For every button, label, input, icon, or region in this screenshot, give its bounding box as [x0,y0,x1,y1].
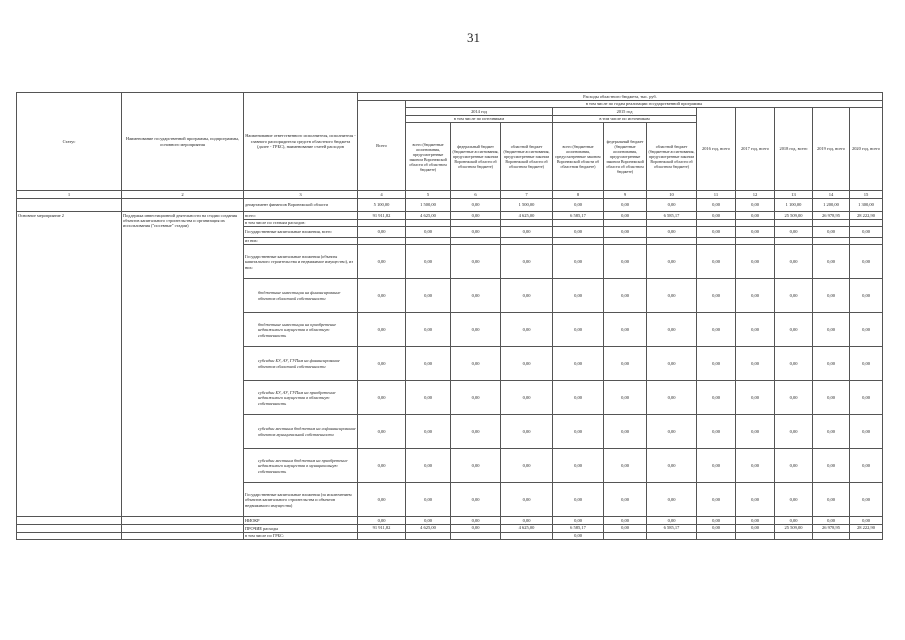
row-value: 0,00 [553,313,604,347]
row-value: 0,00 [451,483,501,517]
row-value: 1 100,00 [775,199,813,212]
row-value: 0,00 [813,517,850,525]
row-value: 0,00 [850,226,883,237]
row-value: 28 222,90 [850,212,883,220]
table-body [17,212,883,540]
row-value: 91 911,82 [358,212,406,220]
row-value: 0,00 [850,381,883,415]
row-label: Государственные капитальные вложения, всего [244,226,358,237]
row-value: 0,00 [813,279,850,313]
row-value: 6 585,17 [553,212,604,220]
row-value [406,237,451,244]
row-value: 91 911,82 [358,524,406,532]
page-number: 31 [467,30,480,45]
row-value: 0,00 [736,381,775,415]
row-value: 6 585,17 [553,524,604,532]
row-label: ПРОЧИЕ расходы [244,524,358,532]
row-value: 28 222,90 [850,524,883,532]
row-value: 4 625,00 [406,524,451,532]
row-value [775,532,813,540]
row-value [813,219,850,226]
row-value: 0,00 [501,415,553,449]
row-value: 0,00 [775,415,813,449]
column-number: 2 [122,191,244,199]
row-value: 0,00 [736,524,775,532]
column-number: 8 [553,191,604,199]
row-value: 0,00 [813,449,850,483]
row-value: 0,00 [813,381,850,415]
header-sources-2015: в том числе по источникам [553,115,697,123]
header-year-2016: 2016 год, всего [697,108,736,191]
column-number: 9 [604,191,647,199]
row-value: 0,00 [647,226,697,237]
program-cell: Поддержка инвестиционной деятельности на стадии создания объектов капитального строительства и организация их использования ("посевные" стадии) [122,212,244,517]
row-value: 0,00 [850,245,883,279]
header-src-federal-2015: федеральный бюджет (бюджетные ассигнования, предусмотренные законом Воронежской области об областном бюджете) [604,123,647,191]
row-value: 4 625,00 [406,212,451,220]
row-label: субсидии местным бюджетам на софинансирование объектов муниципальной собственности [244,415,358,449]
row-value: 0,00 [501,381,553,415]
row-value: 0,00 [406,313,451,347]
row-value: 0,00 [553,517,604,525]
row-value: 0,00 [647,449,697,483]
row-value: 0,00 [553,199,604,212]
row-value [451,219,501,226]
row-value: 0,00 [501,347,553,381]
row-value: 0,00 [775,279,813,313]
row-value: 0,00 [775,347,813,381]
row-value: 0,00 [697,279,736,313]
header-year-2018: 2018 год, всего [775,108,813,191]
row-value [697,532,736,540]
row-value: 0,00 [501,483,553,517]
row-value: 0,00 [358,279,406,313]
row-value: 0,00 [358,483,406,517]
header-expenses-title: Расходы областного бюджета, тыс. руб. [358,93,883,101]
row-value: 0,00 [697,483,736,517]
row-value: 0,00 [850,449,883,483]
row-value: 0,00 [775,313,813,347]
row-value: 0,00 [451,381,501,415]
row-value: 25 509,00 [775,524,813,532]
row-value: 0,00 [553,449,604,483]
row-value: 0,00 [553,279,604,313]
row-value: 0,00 [553,415,604,449]
row-value: 0,00 [604,313,647,347]
row-value: 1 200,00 [813,199,850,212]
row-value: 0,00 [604,212,647,220]
row-value: 0,00 [697,245,736,279]
row-value: 0,00 [553,347,604,381]
header-src-federal-2014: федеральный бюджет (бюджетные ассигнования, предусмотренные законом Воронежской области об областном бюджете) [451,123,501,191]
row-value: 0,00 [697,415,736,449]
header-src-total-2015: всего (бюджетные ассигнования, предусмотренные законом Воронежской области об областном бюджете) [553,123,604,191]
table-row [17,212,883,220]
column-number: 1 [17,191,122,199]
row-value: 0,00 [736,313,775,347]
row-value: 0,00 [850,517,883,525]
row-value: 0,00 [647,347,697,381]
row-value: 0,00 [604,415,647,449]
header-year-2020: 2020 год, всего [850,108,883,191]
row-value: 0,00 [451,313,501,347]
row-value: 0,00 [850,279,883,313]
header-src-regional-2015: областной бюджет (бюджетные ассигнования, предусмотренные законом Воронежской области об областном бюджете) [647,123,697,191]
row-value: 0,00 [553,381,604,415]
row-value: 0,00 [358,347,406,381]
row-value: 0,00 [736,199,775,212]
table-row [17,517,883,525]
table-row [17,532,883,540]
row-value [697,237,736,244]
row-value: 0,00 [501,245,553,279]
row-value [501,237,553,244]
column-number: 4 [358,191,406,199]
header-status: Статус [17,93,122,191]
row-value [604,237,647,244]
row-value: 0,00 [697,347,736,381]
row-value: 0,00 [813,226,850,237]
row-value: 0,00 [775,226,813,237]
row-value [604,219,647,226]
row-value: 0,00 [813,415,850,449]
column-number: 10 [647,191,697,199]
row-value: 0,00 [406,415,451,449]
row-value: 0,00 [736,517,775,525]
row-value [736,532,775,540]
row-value: 25 509,00 [775,212,813,220]
budget-table [16,92,883,540]
row-value: 0,00 [604,347,647,381]
row-value: 0,00 [697,212,736,220]
row-value: 0,00 [358,313,406,347]
column-number: 12 [736,191,775,199]
row-value: 0,00 [850,313,883,347]
header-total: Всего [358,100,406,191]
row-value: 0,00 [406,226,451,237]
row-value: 0,00 [697,524,736,532]
row-value: 0,00 [451,517,501,525]
header-executor: Наименование ответственного исполнителя, исполнителя - главного распорядителя средств областного бюджета (далее - ГРБС), наименование статей расходов [244,93,358,191]
row-value: 0,00 [850,483,883,517]
row-label: НИОКР [244,517,358,525]
row-value [501,532,553,540]
row-value [647,237,697,244]
row-label: Государственные капитальные вложения (объекты капитального строительства и недвижимое имущество), из них: [244,245,358,279]
row-value: 0,00 [736,212,775,220]
row-value: 0,00 [813,313,850,347]
row-label: всего: [244,212,358,220]
row-value: 0,00 [850,415,883,449]
header-src-total-2014: всего (бюджетные ассигнования, предусмотренные законом Воронежской области об областном бюджете) [406,123,451,191]
row-value: 26 978,95 [813,524,850,532]
row-label: в том числе по статьям расходов: [244,219,358,226]
row-value [501,219,553,226]
row-value: 0,00 [736,279,775,313]
row-value: 0,00 [813,347,850,381]
row-value: 0,00 [604,449,647,483]
row-value: 0,00 [697,313,736,347]
row-value: 0,00 [553,483,604,517]
row-value: 5 100,00 [358,199,406,212]
header-year-2017: 2017 год, всего [736,108,775,191]
row-label: бюджетные инвестиции на приобретение недвижимого имущества в областную собственность [244,313,358,347]
row-value: 0,00 [358,517,406,525]
row-value [358,219,406,226]
row-value: 0,00 [604,199,647,212]
row-value [406,532,451,540]
row-value: 0,00 [775,483,813,517]
row-value: 0,00 [406,347,451,381]
row-value: 0,00 [775,245,813,279]
row-value: 0,00 [501,313,553,347]
row-value: 0,00 [358,415,406,449]
row-value [736,237,775,244]
row-value: 0,00 [775,381,813,415]
row-label: в том числе по ГРБС: [244,532,358,540]
row-value: 6 585,17 [647,212,697,220]
row-value: 0,00 [451,279,501,313]
row-value [850,532,883,540]
row-value: 0,00 [406,517,451,525]
column-number: 6 [451,191,501,199]
row-value: 0,00 [406,279,451,313]
row-value: 0,00 [406,449,451,483]
row-value [775,237,813,244]
row-value: 0,00 [697,381,736,415]
header-by-years: в том числе по годам реализации государственной программы [406,100,883,108]
row-value: 0,00 [553,532,604,540]
row-value: 0,00 [501,279,553,313]
row-value: 1 500,00 [501,199,553,212]
table-row [17,524,883,532]
row-value: 0,00 [604,381,647,415]
row-value: 0,00 [358,449,406,483]
row-label: из них: [244,237,358,244]
row-label: субсидии БУ, АУ, ГУПам на финансирование объектов областной собственности [244,347,358,381]
row-value: 0,00 [736,483,775,517]
row-value [697,219,736,226]
row-label: Государственные капитальные вложения (за исключением объектов капитального строительства и объектов недвижимого имущества) [244,483,358,517]
row-value [451,532,501,540]
row-value: 1 500,00 [406,199,451,212]
row-value: 0,00 [501,517,553,525]
row-value: 0,00 [604,517,647,525]
row-value: 0,00 [736,226,775,237]
row-value [604,532,647,540]
row-value: 0,00 [451,199,501,212]
row-value: 26 978,95 [813,212,850,220]
row-value [850,219,883,226]
header-year-2019: 2019 год, всего [813,108,850,191]
row-value: 0,00 [451,245,501,279]
column-number: 7 [501,191,553,199]
row-value [358,532,406,540]
row-value: 0,00 [647,517,697,525]
row-label: субсидии БУ, АУ, ГУПам на приобретение недвижимого имущества в областную собственность [244,381,358,415]
row-label: департамент финансов Воронежской области [244,199,358,212]
row-value: 0,00 [736,415,775,449]
row-value: 0,00 [451,212,501,220]
header-program-name: Наименование государственной программы, подпрограммы, основного мероприятия [122,93,244,191]
row-value: 0,00 [553,226,604,237]
row-value [647,532,697,540]
row-value: 0,00 [501,449,553,483]
row-value: 0,00 [451,449,501,483]
row-value: 0,00 [736,347,775,381]
row-value: 0,00 [358,245,406,279]
row-value [850,237,883,244]
row-value: 0,00 [553,245,604,279]
row-value: 4 625,00 [501,212,553,220]
row-value [358,237,406,244]
status-cell: Основное мероприятие 2 [17,212,122,517]
row-value: 0,00 [358,226,406,237]
row-value: 0,00 [775,517,813,525]
column-number: 15 [850,191,883,199]
row-value: 0,00 [647,415,697,449]
row-value: 0,00 [647,245,697,279]
row-value: 0,00 [647,279,697,313]
row-value: 0,00 [697,517,736,525]
row-value [553,219,604,226]
column-number: 13 [775,191,813,199]
row-value: 0,00 [451,347,501,381]
row-value: 6 585,17 [647,524,697,532]
row-value [775,219,813,226]
row-value: 4 625,00 [501,524,553,532]
row-label: бюджетные инвестиции на финансирование объектов областной собственности [244,279,358,313]
row-value: 0,00 [604,279,647,313]
row-value: 0,00 [813,245,850,279]
header-year-2014: 2014 год [406,108,553,116]
row-value: 0,00 [604,226,647,237]
row-value [736,219,775,226]
row-value [406,219,451,226]
row-value: 0,00 [647,313,697,347]
row-value: 0,00 [647,381,697,415]
row-value: 0,00 [501,226,553,237]
row-value: 0,00 [697,449,736,483]
row-value: 0,00 [604,245,647,279]
row-value: 0,00 [647,483,697,517]
row-value: 1 300,00 [850,199,883,212]
column-number: 3 [244,191,358,199]
column-number: 5 [406,191,451,199]
row-value: 0,00 [451,524,501,532]
row-value: 0,00 [604,483,647,517]
row-value: 0,00 [451,415,501,449]
row-value: 0,00 [647,199,697,212]
column-numbers-row [17,191,883,199]
row-label: субсидии местным бюджетам на приобретение недвижимого имущества в муниципальную собственность [244,449,358,483]
row-value: 0,00 [850,347,883,381]
row-value [553,237,604,244]
header-year-2015: 2015 год [553,108,697,116]
column-number: 11 [697,191,736,199]
row-value [451,237,501,244]
row-value [813,237,850,244]
header-src-regional-2014: областной бюджет (бюджетные ассигнования, предусмотренные законом Воронежской области об областном бюджете) [501,123,553,191]
row-value [647,219,697,226]
table-row [17,199,883,212]
row-value: 0,00 [604,524,647,532]
row-value: 0,00 [697,199,736,212]
row-value: 0,00 [736,245,775,279]
row-value: 0,00 [813,483,850,517]
row-value: 0,00 [775,449,813,483]
row-value: 0,00 [406,245,451,279]
row-value: 0,00 [406,483,451,517]
row-value: 0,00 [406,381,451,415]
row-value [813,532,850,540]
row-value: 0,00 [451,226,501,237]
column-number: 14 [813,191,850,199]
header-sources-2014: в том числе по источникам [406,115,553,123]
row-value: 0,00 [697,226,736,237]
row-value: 0,00 [736,449,775,483]
row-value: 0,00 [358,381,406,415]
